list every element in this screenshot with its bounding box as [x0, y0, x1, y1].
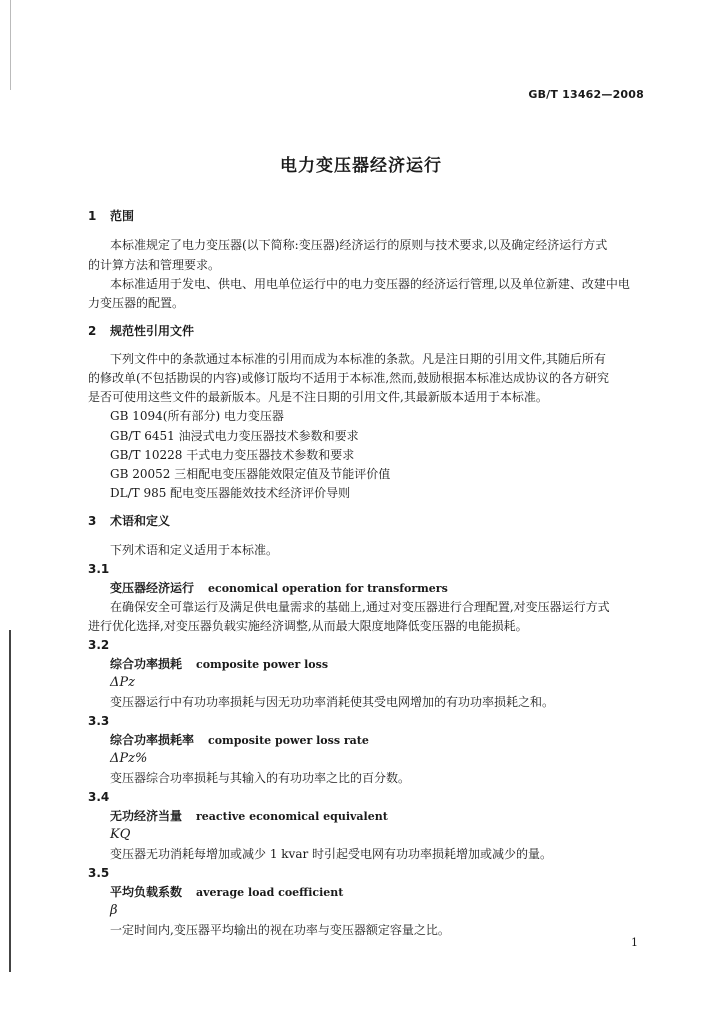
term-english: composite power loss rate — [208, 734, 369, 747]
paragraph-line: 本标准适用于发电、供电、用电单位运行中的电力变压器的经济运行管理,以及单位新建、改建中电 — [110, 277, 630, 291]
paragraph-line: 是否可使用这些文件的最新版本。凡是不注日期的引用文件,其最新版本适用于本标准。 — [88, 390, 548, 404]
reference-item: GB 1094(所有部分) 电力变压器 — [110, 409, 284, 423]
section-title: 术语和定义 — [110, 514, 171, 528]
definition-line: 变压器无功消耗每增加或减少 1 kvar 时引起受电网有功功率损耗增加或减少的量。 — [110, 847, 553, 861]
reference-item: GB 20052 三相配电变压器能效限定值及节能评价值 — [110, 467, 391, 481]
section-heading — [88, 208, 134, 224]
paragraph-line: 的计算方法和管理要求。 — [88, 258, 221, 272]
term-entry — [110, 732, 369, 749]
term-chinese: 无功经济当量 — [110, 809, 183, 823]
scan-edge-mark — [9, 630, 11, 972]
clause-number: 3.3 — [88, 714, 110, 728]
term-symbol: β — [110, 903, 118, 918]
clause-number: 3.4 — [88, 790, 110, 804]
paragraph-line: 下列文件中的条款通过本标准的引用而成为本标准的条款。凡是注日期的引用文件,其随后所有 — [110, 352, 606, 366]
document-title: 电力变压器经济运行 — [280, 156, 442, 176]
term-english: reactive economical equivalent — [196, 810, 388, 823]
reference-item: GB/T 6451 油浸式电力变压器技术参数和要求 — [110, 429, 359, 443]
definition-line: 一定时间内,变压器平均输出的视在功率与变压器额定容量之比。 — [110, 923, 450, 937]
term-symbol: ΔPz — [110, 675, 135, 690]
term-entry — [110, 808, 388, 825]
standard-code: GB/T 13462—2008 — [528, 88, 644, 101]
term-english: average load coefficient — [196, 886, 344, 899]
section-title: 范围 — [110, 209, 135, 223]
paragraph-line: 下列术语和定义适用于本标准。 — [110, 543, 279, 557]
term-english: economical operation for transformers — [208, 582, 448, 595]
definition-line: 在确保安全可靠运行及满足供电量需求的基础上,通过对变压器进行合理配置,对变压器运行方式 — [110, 600, 610, 614]
paragraph-line: 本标准规定了电力变压器(以下简称:变压器)经济运行的原则与技术要求,以及确定经济运行方式 — [110, 238, 608, 252]
reference-item: GB/T 10228 干式电力变压器技术参数和要求 — [110, 448, 355, 462]
section-title: 规范性引用文件 — [110, 324, 195, 338]
term-entry — [110, 580, 448, 597]
section-number: 1 — [88, 209, 97, 223]
term-symbol: ΔPz% — [110, 751, 148, 766]
section-heading — [88, 513, 170, 529]
term-entry — [110, 884, 343, 901]
term-chinese: 平均负载系数 — [110, 885, 183, 899]
term-entry — [110, 656, 328, 673]
section-number: 2 — [88, 324, 97, 338]
clause-number: 3.2 — [88, 638, 110, 652]
section-number: 3 — [88, 514, 97, 528]
term-symbol: KQ — [110, 827, 131, 842]
paragraph-line: 力变压器的配置。 — [88, 296, 185, 310]
definition-line: 变压器运行中有功功率损耗与因无功功率消耗使其受电网增加的有功功率损耗之和。 — [110, 695, 555, 709]
term-chinese: 综合功率损耗 — [110, 657, 183, 671]
term-chinese: 变压器经济运行 — [110, 581, 195, 595]
paragraph-line: 的修改单(不包括勘误的内容)或修订版均不适用于本标准,然而,鼓励根据本标准达成协议的各方研究 — [88, 371, 609, 385]
term-english: composite power loss — [196, 658, 329, 671]
reference-item: DL/T 985 配电变压器能效技术经济评价导则 — [110, 486, 351, 500]
section-heading — [88, 323, 194, 339]
term-chinese: 综合功率损耗率 — [110, 733, 195, 747]
definition-line: 变压器综合功率损耗与其输入的有功功率之比的百分数。 — [110, 771, 411, 785]
scan-edge-mark — [10, 0, 11, 90]
clause-number: 3.1 — [88, 562, 110, 576]
clause-number: 3.5 — [88, 866, 110, 880]
definition-line: 进行优化选择,对变压器负载实施经济调整,从而最大限度地降低变压器的电能损耗。 — [88, 619, 528, 633]
page-number: 1 — [631, 936, 638, 949]
